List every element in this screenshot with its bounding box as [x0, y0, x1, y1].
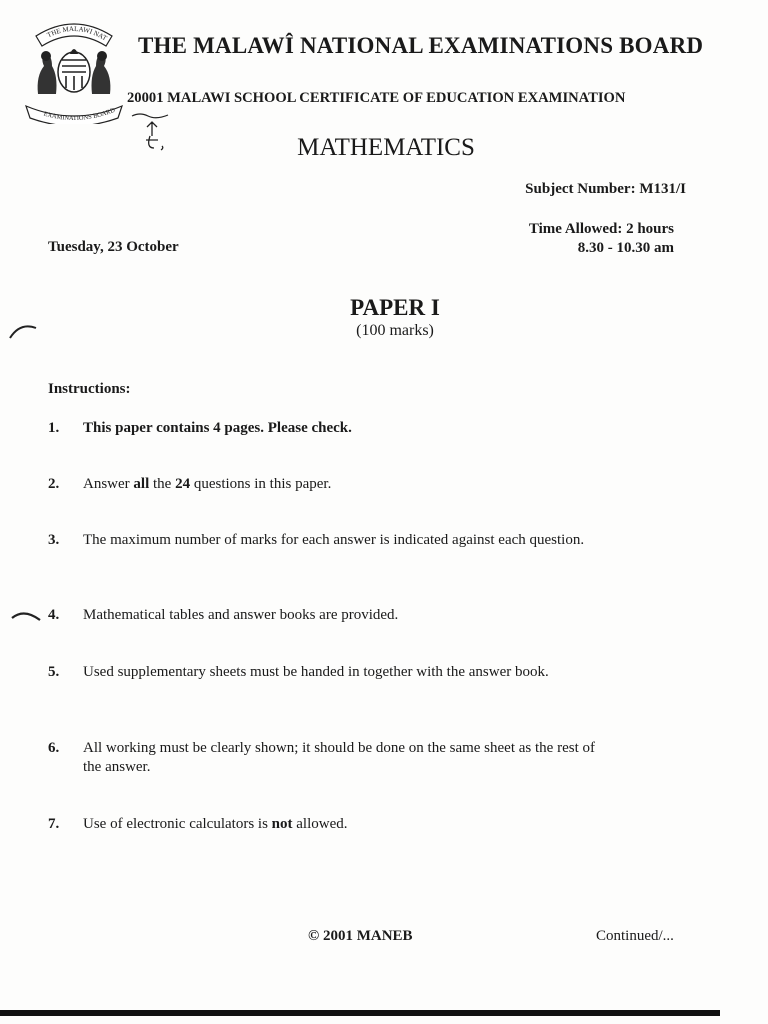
- instruction-item: [48, 419, 608, 438]
- crest-text-bottom: EXAMINATIONS BOARD: [42, 106, 117, 123]
- instruction-number: 7.: [48, 816, 60, 832]
- instruction-text: Answer all the 24 questions in this paper.: [83, 476, 332, 492]
- exam-name: 20001 MALAWI SCHOOL CERTIFICATE OF EDUCATION EXAMINATION: [127, 90, 626, 106]
- time-allowed: [529, 220, 674, 258]
- instruction-number: 3.: [48, 532, 60, 548]
- instruction-number: 1.: [48, 420, 60, 436]
- instruction-number: 6.: [48, 740, 60, 756]
- instruction-item: [48, 531, 608, 550]
- instruction-item: [48, 815, 608, 834]
- instruction-text: Used supplementary sheets must be handed in together with the answer book.: [83, 664, 549, 680]
- instruction-text: This paper contains 4 pages. Please check.: [83, 420, 352, 436]
- instruction-item: [48, 606, 608, 625]
- instruction-item: [48, 739, 608, 777]
- crest-text-top: THE MALAWI NAT: [45, 24, 109, 43]
- subject-title: MATHEMATICS: [297, 134, 475, 161]
- subject-number: Subject Number: M131/I: [525, 181, 686, 197]
- instruction-text: The maximum number of marks for each answer is indicated against each question.: [83, 532, 585, 548]
- instruction-text: All working must be clearly shown; it should be done on the same sheet as the rest of the answer.: [83, 740, 595, 775]
- board-name: THE MALAWÎ NATIONAL EXAMINATIONS BOARD: [138, 33, 704, 58]
- instruction-text: Use of electronic calculators is not allowed.: [83, 816, 348, 832]
- exam-date: Tuesday, 23 October: [48, 239, 179, 255]
- copyright: © 2001 MANEB: [308, 928, 413, 944]
- time-allowed-duration: Time Allowed: 2 hours: [528, 221, 674, 237]
- instruction-number: 4.: [48, 607, 60, 623]
- paper-title: PAPER I: [350, 295, 440, 320]
- instruction-number: 5.: [48, 664, 60, 680]
- maneb-crest-icon: [18, 14, 130, 124]
- continued-label: Continued/...: [596, 928, 674, 944]
- instructions-heading: Instructions:: [48, 381, 131, 397]
- instruction-item: [48, 663, 608, 682]
- instruction-item: [48, 475, 608, 494]
- margin-mark-icon: [6, 320, 42, 344]
- paper-marks: (100 marks): [356, 322, 434, 339]
- time-allowed-range: 8.30 - 10.30 am: [577, 240, 674, 256]
- instruction-number: 2.: [48, 476, 60, 492]
- bottom-rule: [0, 1010, 720, 1016]
- instruction-text: Mathematical tables and answer books are provided.: [83, 607, 399, 623]
- margin-mark-icon: [8, 604, 44, 628]
